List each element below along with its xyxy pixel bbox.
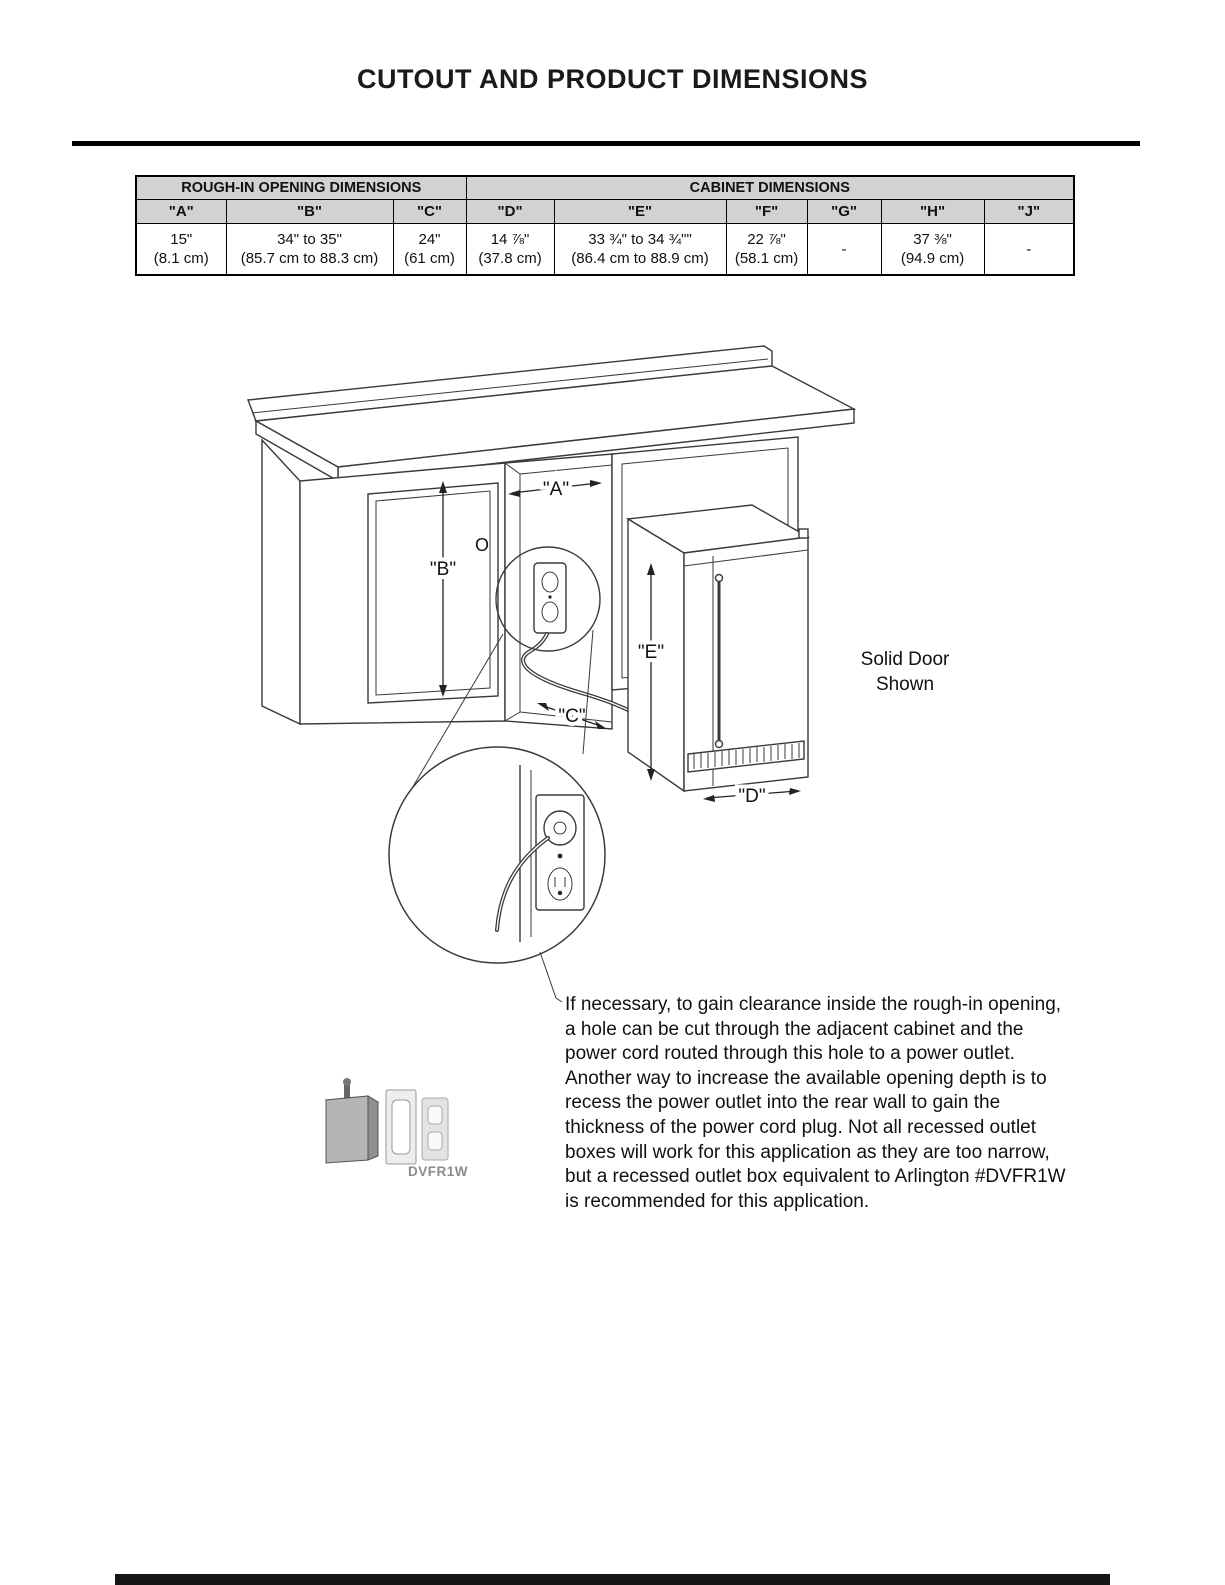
page-title: CUTOUT AND PRODUCT DIMENSIONS — [356, 64, 868, 94]
dimension-d — [703, 786, 801, 807]
col-header-h: "H" — [881, 200, 984, 224]
col-header-c: "C" — [393, 200, 466, 224]
caption-line2: Shown — [875, 674, 935, 695]
power-outlet — [534, 563, 566, 633]
dimension-a-label: "A" — [542, 479, 570, 500]
dimension-e-label: "E" — [637, 642, 665, 663]
cell-e: 33 ¾" to 34 ¾"" (86.4 cm to 88.9 cm) — [554, 224, 726, 276]
cell-g: - — [807, 224, 881, 276]
cabinet — [262, 440, 505, 724]
box-model-label: DVFR1W — [408, 1164, 468, 1179]
cell-d: 14 ⅞" (37.8 cm) — [466, 224, 554, 276]
cell-j: - — [984, 224, 1074, 276]
recessed-box-figure — [326, 1078, 468, 1179]
col-header-d: "D" — [466, 200, 554, 224]
note-leader-line — [540, 952, 562, 1002]
group-header-cabinet: CABINET DIMENSIONS — [466, 176, 1074, 200]
plug — [544, 811, 576, 845]
col-header-e: "E" — [554, 200, 726, 224]
dimension-b-label: "B" — [429, 559, 457, 580]
cell-c: 24" (61 cm) — [393, 224, 466, 276]
caption-line1: Solid Door — [860, 649, 950, 670]
hinge — [799, 529, 808, 538]
footer-bar — [115, 1574, 1110, 1585]
col-header-a: "A" — [136, 200, 226, 224]
group-header-rough-in: ROUGH-IN OPENING DIMENSIONS — [136, 176, 466, 200]
cell-h: 37 ⅜" (94.9 cm) — [881, 224, 984, 276]
dimension-c-label: "C" — [558, 706, 586, 727]
cell-a: 15" (8.1 cm) — [136, 224, 226, 276]
caption-solid-door — [861, 649, 950, 695]
col-header-b: "B" — [226, 200, 393, 224]
outlet-marker-o: O — [474, 535, 490, 555]
col-header-j: "J" — [984, 200, 1074, 224]
col-header-f: "F" — [726, 200, 807, 224]
cell-f: 22 ⅞" (58.1 cm) — [726, 224, 807, 276]
cell-b: 34" to 35" (85.7 cm to 88.3 cm) — [226, 224, 393, 276]
note-paragraph: If necessary, to gain clearance inside the rough-in opening, a hole can be cut through the adjacent cabinet and the power cord routed through this hole to a power outlet. Another way to increase the available opening depth is to recess the power outlet into the rear wall to gain the thickness of the power cord plug. Not all recessed outlet boxes will work for this application as they are too narrow, but a recessed outlet box equivalent to Arlington #DVFR1W is recommended for this application. — [565, 994, 1066, 1212]
box-front — [326, 1096, 368, 1163]
dimension-d-label: "D" — [738, 786, 766, 807]
col-header-g: "G" — [807, 200, 881, 224]
